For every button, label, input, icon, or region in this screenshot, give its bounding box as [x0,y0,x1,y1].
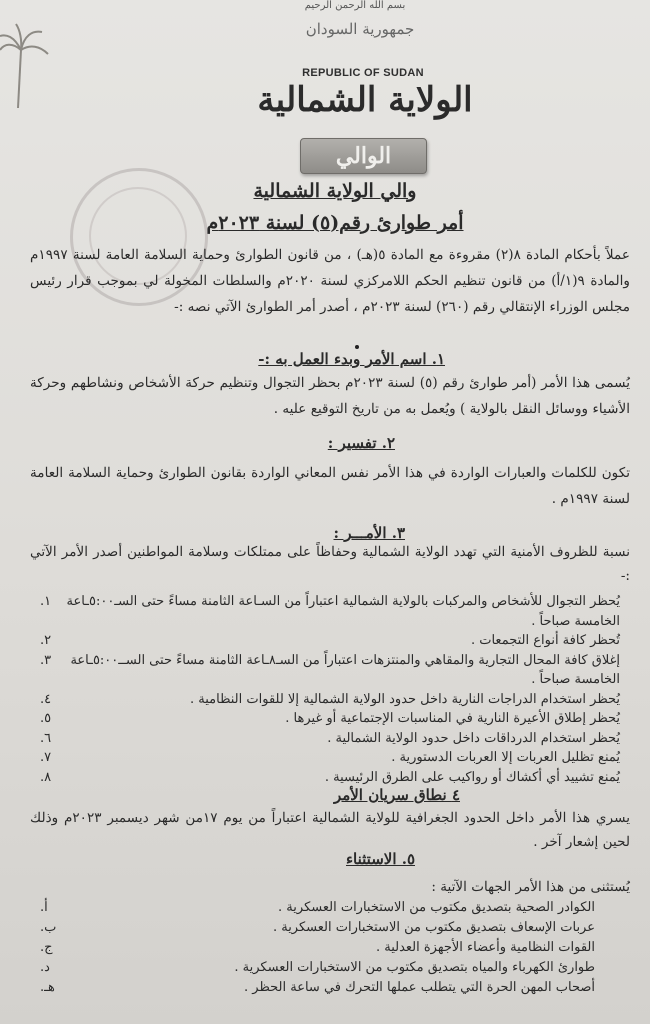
list-item-number: ٢. [40,633,52,648]
list-item-number: هـ. [40,980,55,995]
list-item-text: يُحظر استخدام الدرداقات داخل حدود الولاية الشمالية . [327,730,620,746]
palm-tree-emblem [0,20,52,110]
list-item-text: الكوادر الصحية بتصديق مكتوب من الاستخبارات العسكرية . [278,900,595,915]
preamble: عملاً بأحكام المادة ٨(٢) مقروءة مع المادة ٥(هـ) ، من قانون الطوارئ وحماية السلامة العامة لسنة ١٩٩٧م والمادة ٩(١/أ) من قانون تنظيم الحكم اللامركزي لسنة ٢٠٢٠م والسلطات المخولة لي بموجب قرار رئيس مجلس الوزراء الإنتقالي رقم (٢٦٠) لسنة ٢٠٢٣م ، أصدر أمر الطوارئ الآتي نصه :- [30,247,631,315]
section3-intro: نسبة للظروف الأمنية التي تهدد الولاية الشمالية وحفاظاً على ممتلكات وسلامة المواطنين أصدر الأمر الآتي :- [30,544,630,584]
list-item [40,918,595,938]
governor-badge: الوالي [300,138,427,174]
list-item-number: ب. [40,920,57,935]
list-item-text: يُمنع تشييد أي أكشاك أو رواكيب على الطرق الرئيسية . [324,769,620,785]
list-item [40,898,595,918]
list-item-number: ٨. [40,769,52,785]
section4-heading: ٤ نطاق سريان الأمر [333,786,460,804]
list-item-text: القوات النظامية وأعضاء الأجهزة العدلية . [375,940,595,955]
list-item-number: ج. [40,940,53,955]
state-title: الولاية الشمالية [257,80,473,120]
list-item-number: د. [40,960,50,975]
section2-heading: ٢. تفسير : [327,434,395,452]
list-item [40,978,595,998]
list-item-text: إغلاق كافة المحال التجارية والمقاهي والمنتزهات اعتباراً من السـ٨ـاعة الثامنة مساءً حتى الســ٥:٠٠ـاعة الخامسة صباحاً . [70,652,620,687]
list-item-number: ٤. [40,691,52,707]
list-item-text: يُحظر التجوال للأشخاص والمركبات بالولاية الشمالية اعتباراً من السـاعة الثامنة مساءً حتى السـ٥:٠٠ـاعة الخامسة صباحاً . [66,594,620,629]
list-item-number: ٥. [40,711,52,726]
list-item [40,958,595,978]
list-item [40,690,620,710]
list-item [40,938,595,958]
list-item-text: يُمنع تظليل العربات إلا العربات الدستورية . [391,750,620,765]
list-item-text: يُحظر استخدام الدراجات النارية داخل حدود الولاية الشمالية إلا للقوات النظامية . [190,691,620,707]
list-item-text: طوارئ الكهرباء والمياه بتصديق مكتوب من الاستخبارات العسكرية . [234,960,595,975]
list-item [40,768,620,788]
list-item [40,592,620,631]
section3-list [40,592,620,787]
section1-heading: ١. اسم الأمر وبدء العمل به :- [258,350,445,368]
list-item [40,651,620,690]
emblem-script: جمهورية السودان [305,20,415,38]
section4-text: يسري هذا الأمر داخل الحدود الجغرافية للولاية الشمالية اعتباراً من يوم ١٧من شهر ديسمبر ٢٠٢٣م وذلك لحين إشعار آخر . [30,810,630,850]
ink-dot [355,345,359,349]
list-item-number: ١. [40,594,52,609]
section5-heading: ٥. الاستثناء [346,850,415,868]
list-item-number: ٣. [40,652,52,668]
basmala: بسم الله الرحمن الرحيم [304,0,406,11]
section5-intro: يُستثنى من هذا الأمر الجهات الآتية : [431,879,630,895]
list-item [40,631,620,651]
list-item-text: عربات الإسعاف بتصديق مكتوب من الاستخبارات العسكرية . [272,920,595,935]
order-heading: أمر طوارئ رقم(٥) لسنة ٢٠٢٣م [206,212,464,234]
list-item-number: أ. [40,900,48,915]
list-item [40,748,620,768]
section5-list [40,898,595,998]
section3-heading: ٣. الأمـــر : [333,524,405,542]
list-item-text: يُحظر إطلاق الأعيرة النارية في المناسبات الإجتماعية أو غيرها . [285,711,620,726]
governor-heading: والي الولاية الشمالية [253,180,417,202]
section2-text: تكون للكلمات والعبارات الواردة في هذا الأمر نفس المعاني الواردة بقانون الطوارئ وحماية السلامة العامة لسنة ١٩٩٧م . [30,465,630,507]
list-item-number: ٦. [40,730,52,746]
list-item [40,709,620,729]
list-item [40,729,620,749]
list-item-number: ٧. [40,750,52,765]
republic-label: REPUBLIC OF SUDAN [302,67,424,79]
list-item-text: تُحظر كافة أنواع التجمعات . [470,633,620,648]
section1-text: يُسمى هذا الأمر (أمر طوارئ رقم (٥) لسنة ٢٠٢٣م بحظر التجوال وتنظيم حركة الأشخاص ونشاطهم وحركة الأشياء ووسائل النقل بالولاية ) ويُعمل به من تاريخ التوقيع عليه . [30,375,631,417]
list-item-text: أصحاب المهن الحرة التي يتطلب عملها التحرك في ساعة الحظر . [244,980,595,995]
